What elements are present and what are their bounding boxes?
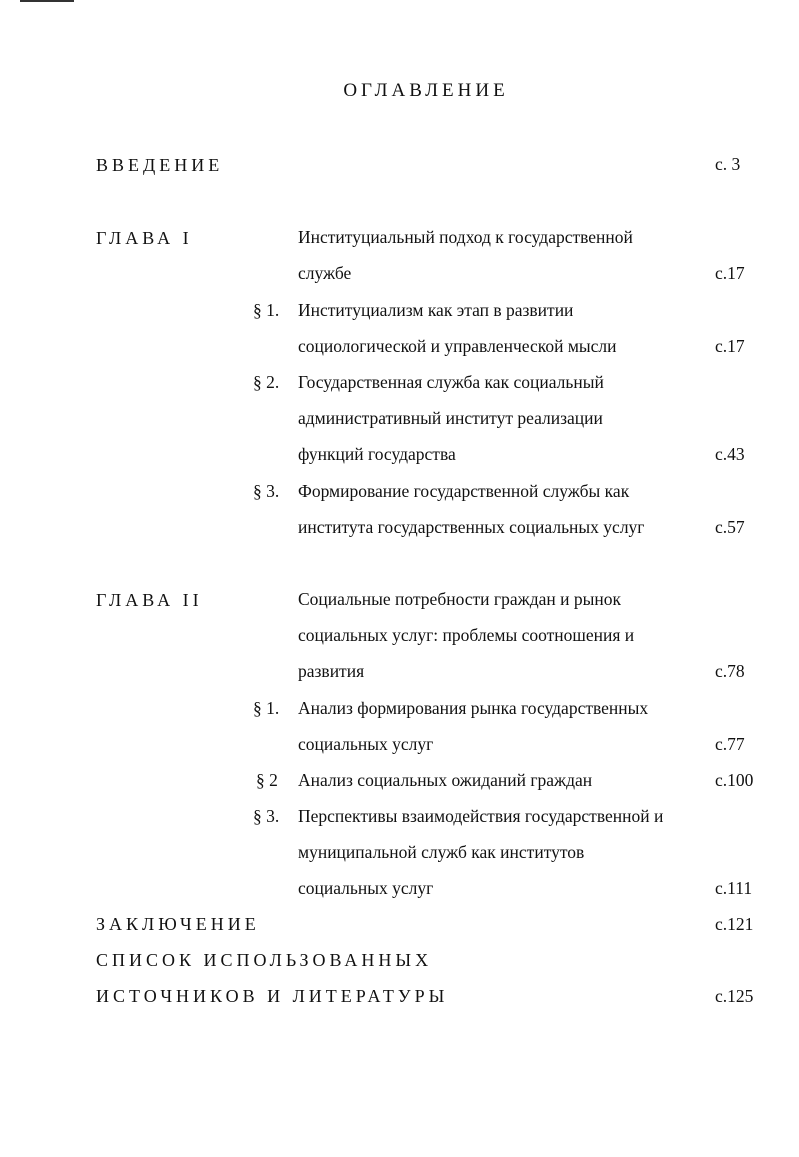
ch2-section1-number: § 1. bbox=[253, 698, 280, 718]
chapter2-page: с.78 bbox=[715, 661, 745, 681]
ch1-section2-line: Государственная служба как социальный bbox=[298, 372, 604, 392]
bibliography-line: СПИСОК ИСПОЛЬЗОВАННЫХ bbox=[96, 950, 433, 970]
chapter1-title-line: службе bbox=[298, 263, 352, 283]
ch1-section2-number: § 2. bbox=[253, 372, 280, 392]
ch2-section3-page: с.111 bbox=[715, 878, 753, 898]
ch1-section2-line: функций государства bbox=[298, 444, 456, 464]
conclusion-label: ЗАКЛЮЧЕНИЕ bbox=[96, 914, 260, 934]
ch1-section1-line: социологической и управленческой мысли bbox=[298, 336, 617, 356]
ch2-section3-line: Перспективы взаимодействия государственной и bbox=[298, 806, 664, 826]
conclusion-page: с.121 bbox=[715, 914, 754, 934]
bibliography-line: ИСТОЧНИКОВ И ЛИТЕРАТУРЫ bbox=[96, 986, 449, 1006]
chapter2-title-line: развития bbox=[298, 661, 365, 681]
ch2-section2-number: § 2 bbox=[256, 770, 278, 790]
ch1-section3-line: Формирование государственной службы как bbox=[298, 481, 630, 501]
ch2-section2-line: Анализ социальных ожиданий граждан bbox=[298, 770, 593, 790]
intro-page: с. 3 bbox=[715, 154, 741, 174]
chapter1-label: ГЛАВА I bbox=[96, 228, 193, 248]
ch2-section1-line: социальных услуг bbox=[298, 734, 434, 754]
ch2-section1-line: Анализ формирования рынка государственных bbox=[298, 698, 649, 718]
bibliography-page: с.125 bbox=[715, 986, 754, 1006]
scan-edge-mark bbox=[20, 0, 74, 2]
intro-label: ВВЕДЕНИЕ bbox=[96, 155, 224, 175]
chapter2-title-line: Социальные потребности граждан и рынок bbox=[298, 589, 621, 609]
ch2-section3-line: социальных услуг bbox=[298, 878, 434, 898]
ch1-section2-page: с.43 bbox=[715, 444, 745, 464]
chapter2-label: ГЛАВА II bbox=[96, 590, 203, 610]
ch2-section3-line: муниципальной служб как институтов bbox=[298, 842, 585, 862]
ch1-section1-line: Институциализм как этап в развитии bbox=[298, 300, 574, 320]
ch1-section3-number: § 3. bbox=[253, 481, 280, 501]
ch2-section1-page: с.77 bbox=[715, 734, 745, 754]
page-title: ОГЛАВЛЕНИЕ bbox=[343, 80, 509, 101]
ch2-section2-page: с.100 bbox=[715, 770, 754, 790]
ch1-section3-page: с.57 bbox=[715, 517, 745, 537]
ch1-section2-line: административный институт реализации bbox=[298, 408, 603, 428]
chapter1-page: с.17 bbox=[715, 263, 745, 283]
ch1-section3-line: института государственных социальных услуг bbox=[298, 517, 645, 537]
chapter2-title-line: социальных услуг: проблемы соотношения и bbox=[298, 625, 635, 645]
ch2-section3-number: § 3. bbox=[253, 806, 280, 826]
ch1-section1-number: § 1. bbox=[253, 300, 280, 320]
ch1-section1-page: с.17 bbox=[715, 336, 745, 356]
chapter1-title-line: Институциальный подход к государственной bbox=[298, 227, 633, 247]
